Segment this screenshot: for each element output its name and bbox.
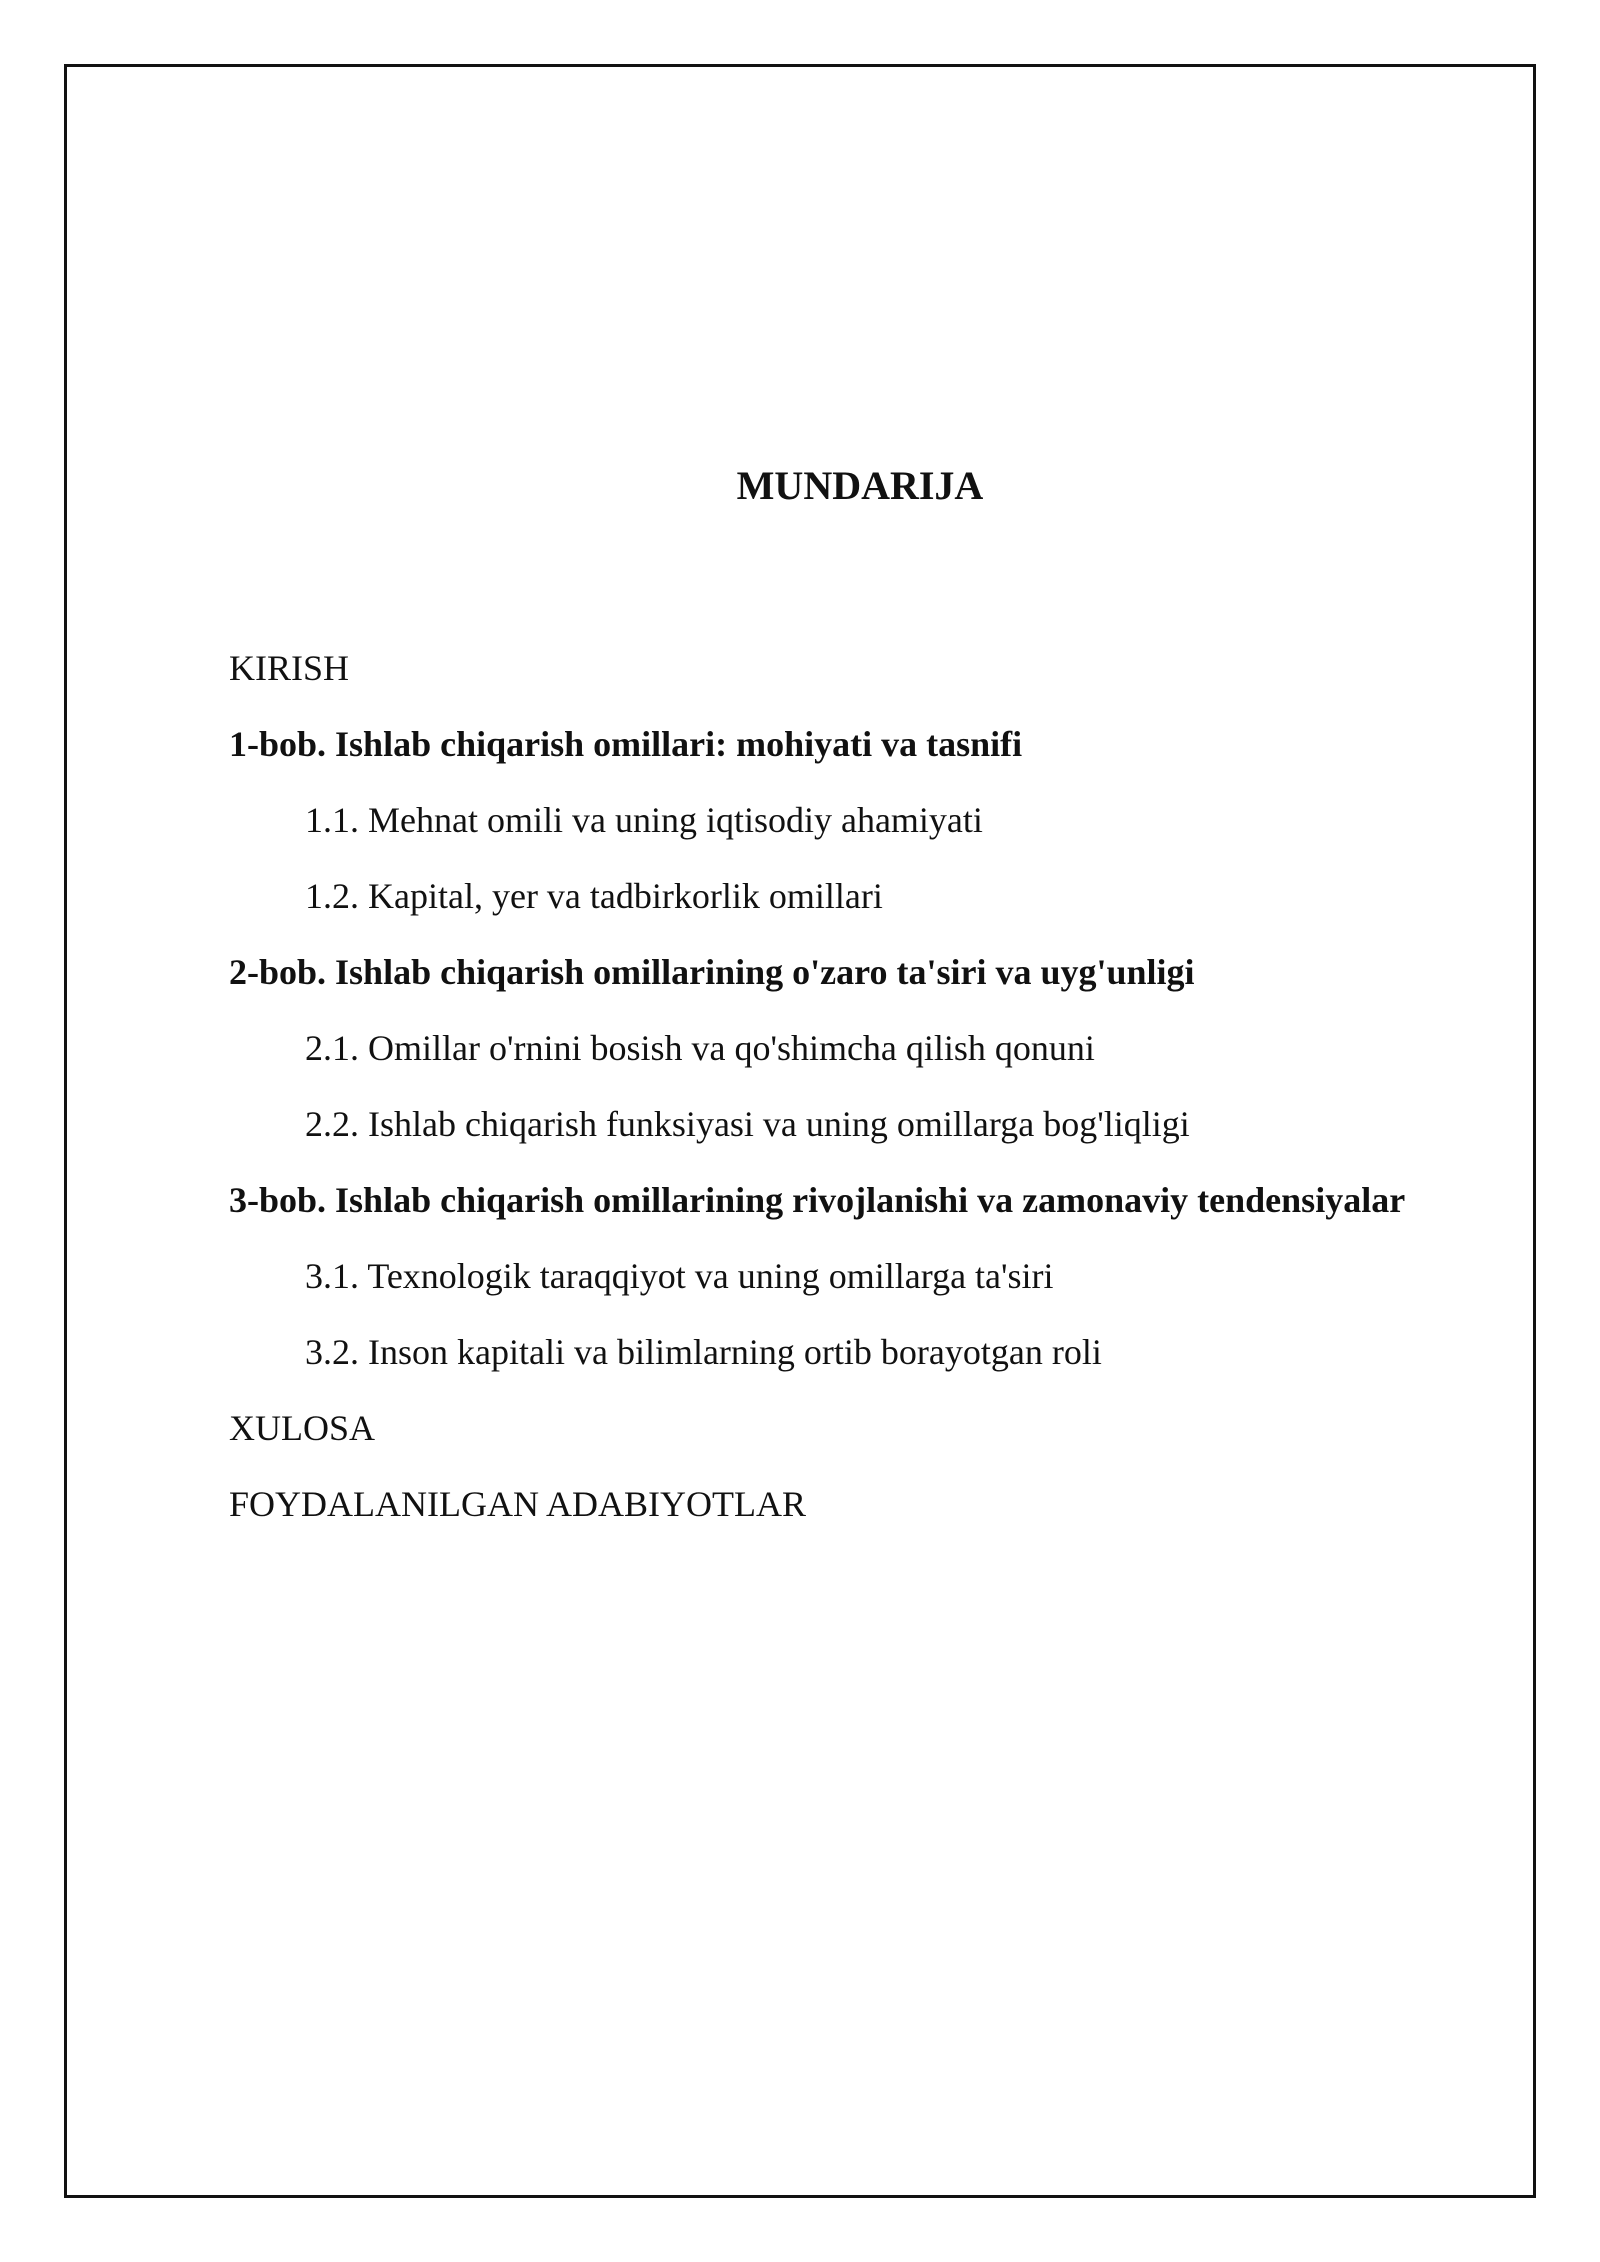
toc-section-1-1: 1.1. Mehnat omili va uning iqtisodiy ahamiyati (305, 800, 983, 840)
toc-conclusion: XULOSA (229, 1408, 376, 1448)
toc-section-1-2: 1.2. Kapital, yer va tadbirkorlik omillari (305, 876, 883, 916)
toc-introduction: KIRISH (229, 648, 350, 688)
toc-section-2-2: 2.2. Ishlab chiqarish funksiyasi va uning omillarga bog'liqligi (305, 1104, 1190, 1144)
toc-section-2-1: 2.1. Omillar o'rnini bosish va qo'shimcha qilish qonuni (305, 1028, 1095, 1068)
toc-section-3-2: 3.2. Inson kapitali va bilimlarning ortib borayotgan roli (305, 1332, 1102, 1372)
page-title: MUNDARIJA (736, 463, 984, 508)
toc-chapter-3: 3-bob. Ishlab chiqarish omillarining rivojlanishi va zamonaviy tendensiyalar (229, 1180, 1406, 1220)
toc-section-3-1: 3.1. Texnologik taraqqiyot va uning omillarga ta'siri (305, 1256, 1054, 1296)
toc-chapter-2: 2-bob. Ishlab chiqarish omillarining o'zaro ta'siri va uyg'unligi (229, 952, 1195, 992)
toc-references: FOYDALANILGAN ADABIYOTLAR (229, 1484, 806, 1524)
toc-chapter-1: 1-bob. Ishlab chiqarish omillari: mohiyati va tasnifi (229, 724, 1023, 764)
table-of-contents (229, 640, 1529, 1552)
